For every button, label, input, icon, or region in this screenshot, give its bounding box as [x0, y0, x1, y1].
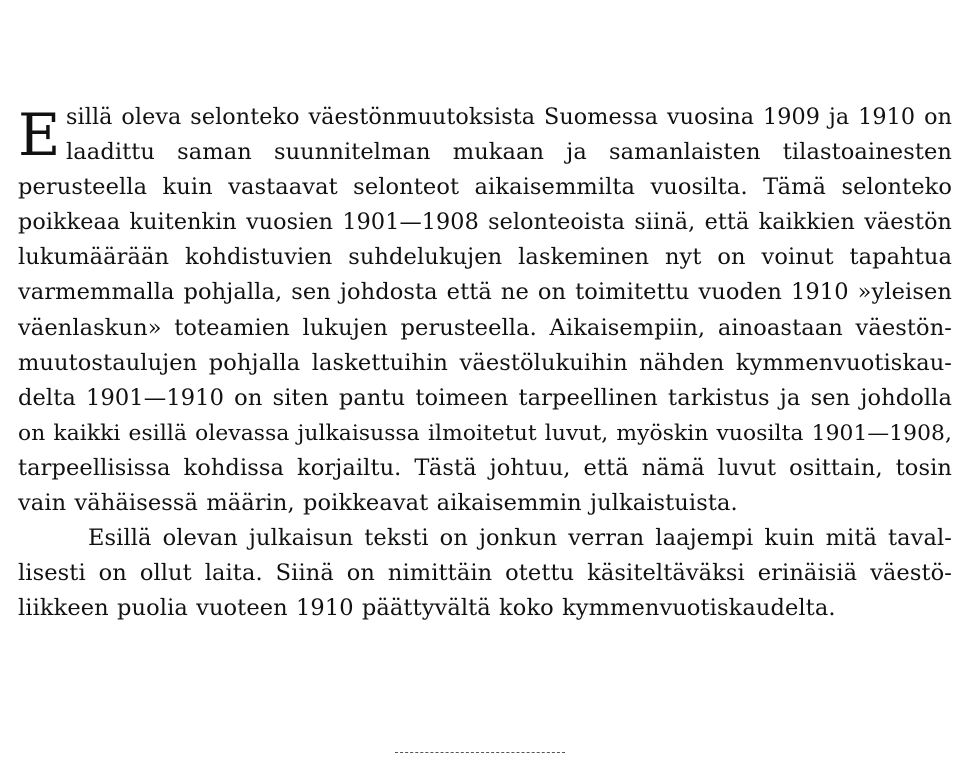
text-line: varmemmalla pohjalla, sen johdosta että ne on toimitettu vuoden 1910 »yleisen — [18, 279, 952, 306]
text-line: tarpeellisissa kohdissa korjailtu. Tästä johtuu, että nämä luvut osittain, tosin — [18, 454, 952, 481]
drop-cap: E — [18, 101, 61, 169]
text-line: sillä oleva selonteko väestönmuutoksista Suomessa vuosina 1909 ja 1910 on — [66, 104, 952, 130]
text-line: Esillä olevan julkaisun teksti on jonkun verran laajempi kuin mitä taval- — [88, 525, 952, 552]
text-line: poikkeaa kuitenkin vuosien 1901—1908 selonteoista siinä, että kaikkien väestön — [18, 209, 952, 236]
footer-rule — [395, 752, 565, 755]
text-line: vain vähäisessä määrin, poikkeavat aikaisemmin julkaistuista. — [18, 490, 738, 517]
text-line: laadittu saman suunnitelman mukaan ja samanlaisten tilastoainesten — [66, 139, 952, 166]
text-line: väenlaskun» toteamien lukujen perusteella. Aikaisempiin, ainoastaan väestön- — [18, 314, 952, 341]
paragraph-1-text — [18, 100, 952, 521]
text-line: lisesti on ollut laita. Siinä on nimittäin otettu käsiteltäväksi erinäisiä väestö- — [18, 560, 952, 587]
text-line: muutostaulujen pohjalla laskettuihin väestölukuihin nähden kymmenvuotiskau- — [18, 349, 952, 376]
text-line: perusteella kuin vastaavat selonteot aikaisemmilta vuosilta. Tämä selonteko — [18, 174, 952, 201]
paragraph-2 — [18, 521, 952, 626]
paragraph-1 — [18, 100, 952, 521]
text-line: on kaikki esillä olevassa julkaisussa ilmoitetut luvut, myöskin vuosilta 1901—1908, — [18, 420, 952, 446]
text-line: delta 1901—1910 on siten pantu toimeen tarpeellinen tarkistus ja sen johdolla — [18, 384, 952, 411]
text-line: lukumäärään kohdistuvien suhdelukujen laskeminen nyt on voinut tapahtua — [18, 244, 952, 271]
text-line: liikkeen puolia vuoteen 1910 päättyvältä koko kymmenvuotiskaudelta. — [18, 595, 836, 622]
document-page — [18, 100, 952, 626]
